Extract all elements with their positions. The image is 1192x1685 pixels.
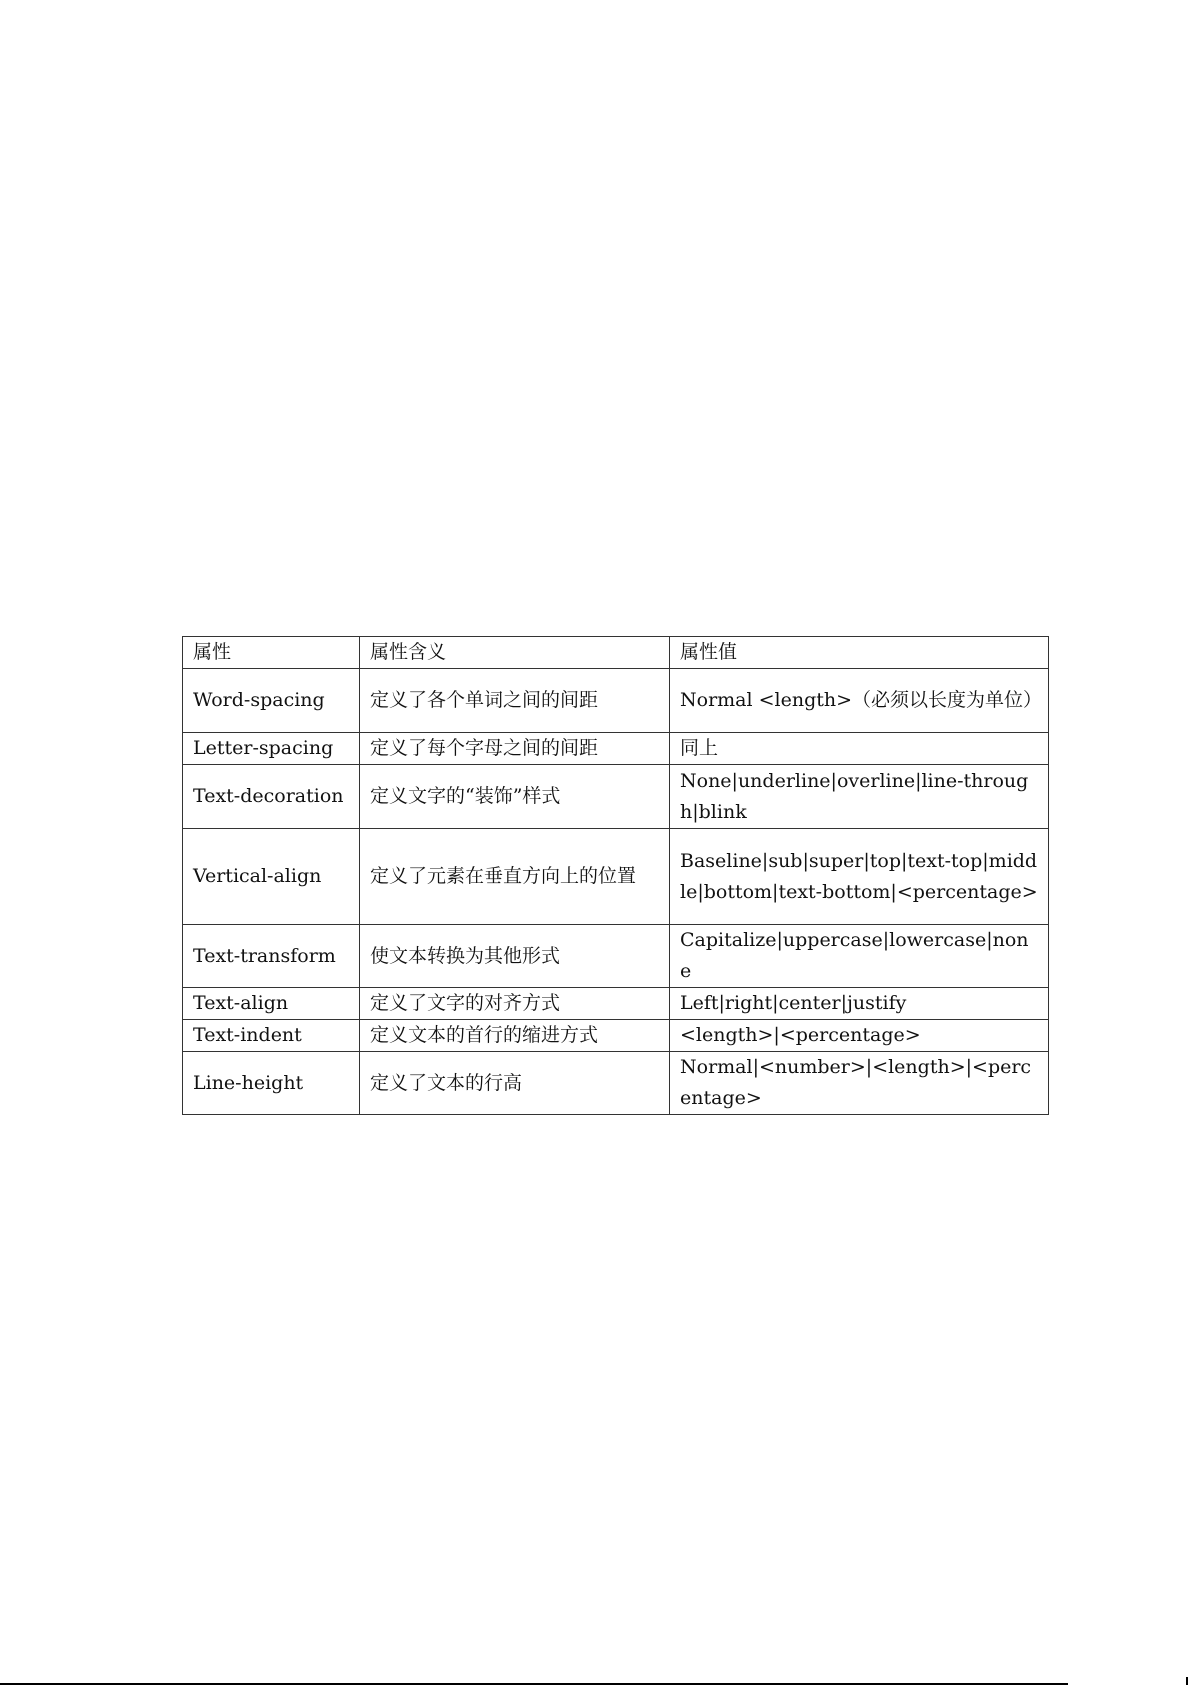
table-row [183, 988, 1049, 1020]
property-name: Text-transform [183, 925, 360, 988]
property-value: None|underline|overline|line-through|blink [670, 765, 1049, 829]
table-row [183, 1052, 1049, 1115]
table-header-row [183, 637, 1049, 669]
table-row [183, 1020, 1049, 1052]
property-name: Text-align [183, 988, 360, 1020]
property-meaning: 定义了各个单词之间的间距 [360, 669, 670, 733]
property-name: Vertical-align [183, 829, 360, 925]
css-text-properties-table [182, 636, 1049, 1115]
property-meaning: 定义了每个字母之间的间距 [360, 733, 670, 765]
property-name: Text-indent [183, 1020, 360, 1052]
table-row [183, 733, 1049, 765]
property-value: Normal|<number>|<length>|<percentage> [670, 1052, 1049, 1115]
property-name: Letter-spacing [183, 733, 360, 765]
table-row [183, 925, 1049, 988]
table-row [183, 669, 1049, 733]
table-row [183, 829, 1049, 925]
header-meaning: 属性含义 [360, 637, 670, 669]
property-value: <length>|<percentage> [670, 1020, 1049, 1052]
header-property: 属性 [183, 637, 360, 669]
property-meaning: 使文本转换为其他形式 [360, 925, 670, 988]
property-value: 同上 [670, 733, 1049, 765]
header-value: 属性值 [670, 637, 1049, 669]
footer-corner-mark [1186, 1677, 1188, 1685]
property-meaning: 定义文字的“装饰”样式 [360, 765, 670, 829]
property-meaning: 定义了文字的对齐方式 [360, 988, 670, 1020]
property-meaning: 定义了文本的行高 [360, 1052, 670, 1115]
property-meaning: 定义了元素在垂直方向上的位置 [360, 829, 670, 925]
property-name: Line-height [183, 1052, 360, 1115]
property-value: Capitalize|uppercase|lowercase|none [670, 925, 1049, 988]
property-value: Normal <length>（必须以长度为单位） [670, 669, 1049, 733]
property-name: Word-spacing [183, 669, 360, 733]
property-name: Text-decoration [183, 765, 360, 829]
property-value: Baseline|sub|super|top|text-top|middle|bottom|text-bottom|<percentage> [670, 829, 1049, 925]
property-value: Left|right|center|justify [670, 988, 1049, 1020]
property-meaning: 定义文本的首行的缩进方式 [360, 1020, 670, 1052]
table-row [183, 765, 1049, 829]
